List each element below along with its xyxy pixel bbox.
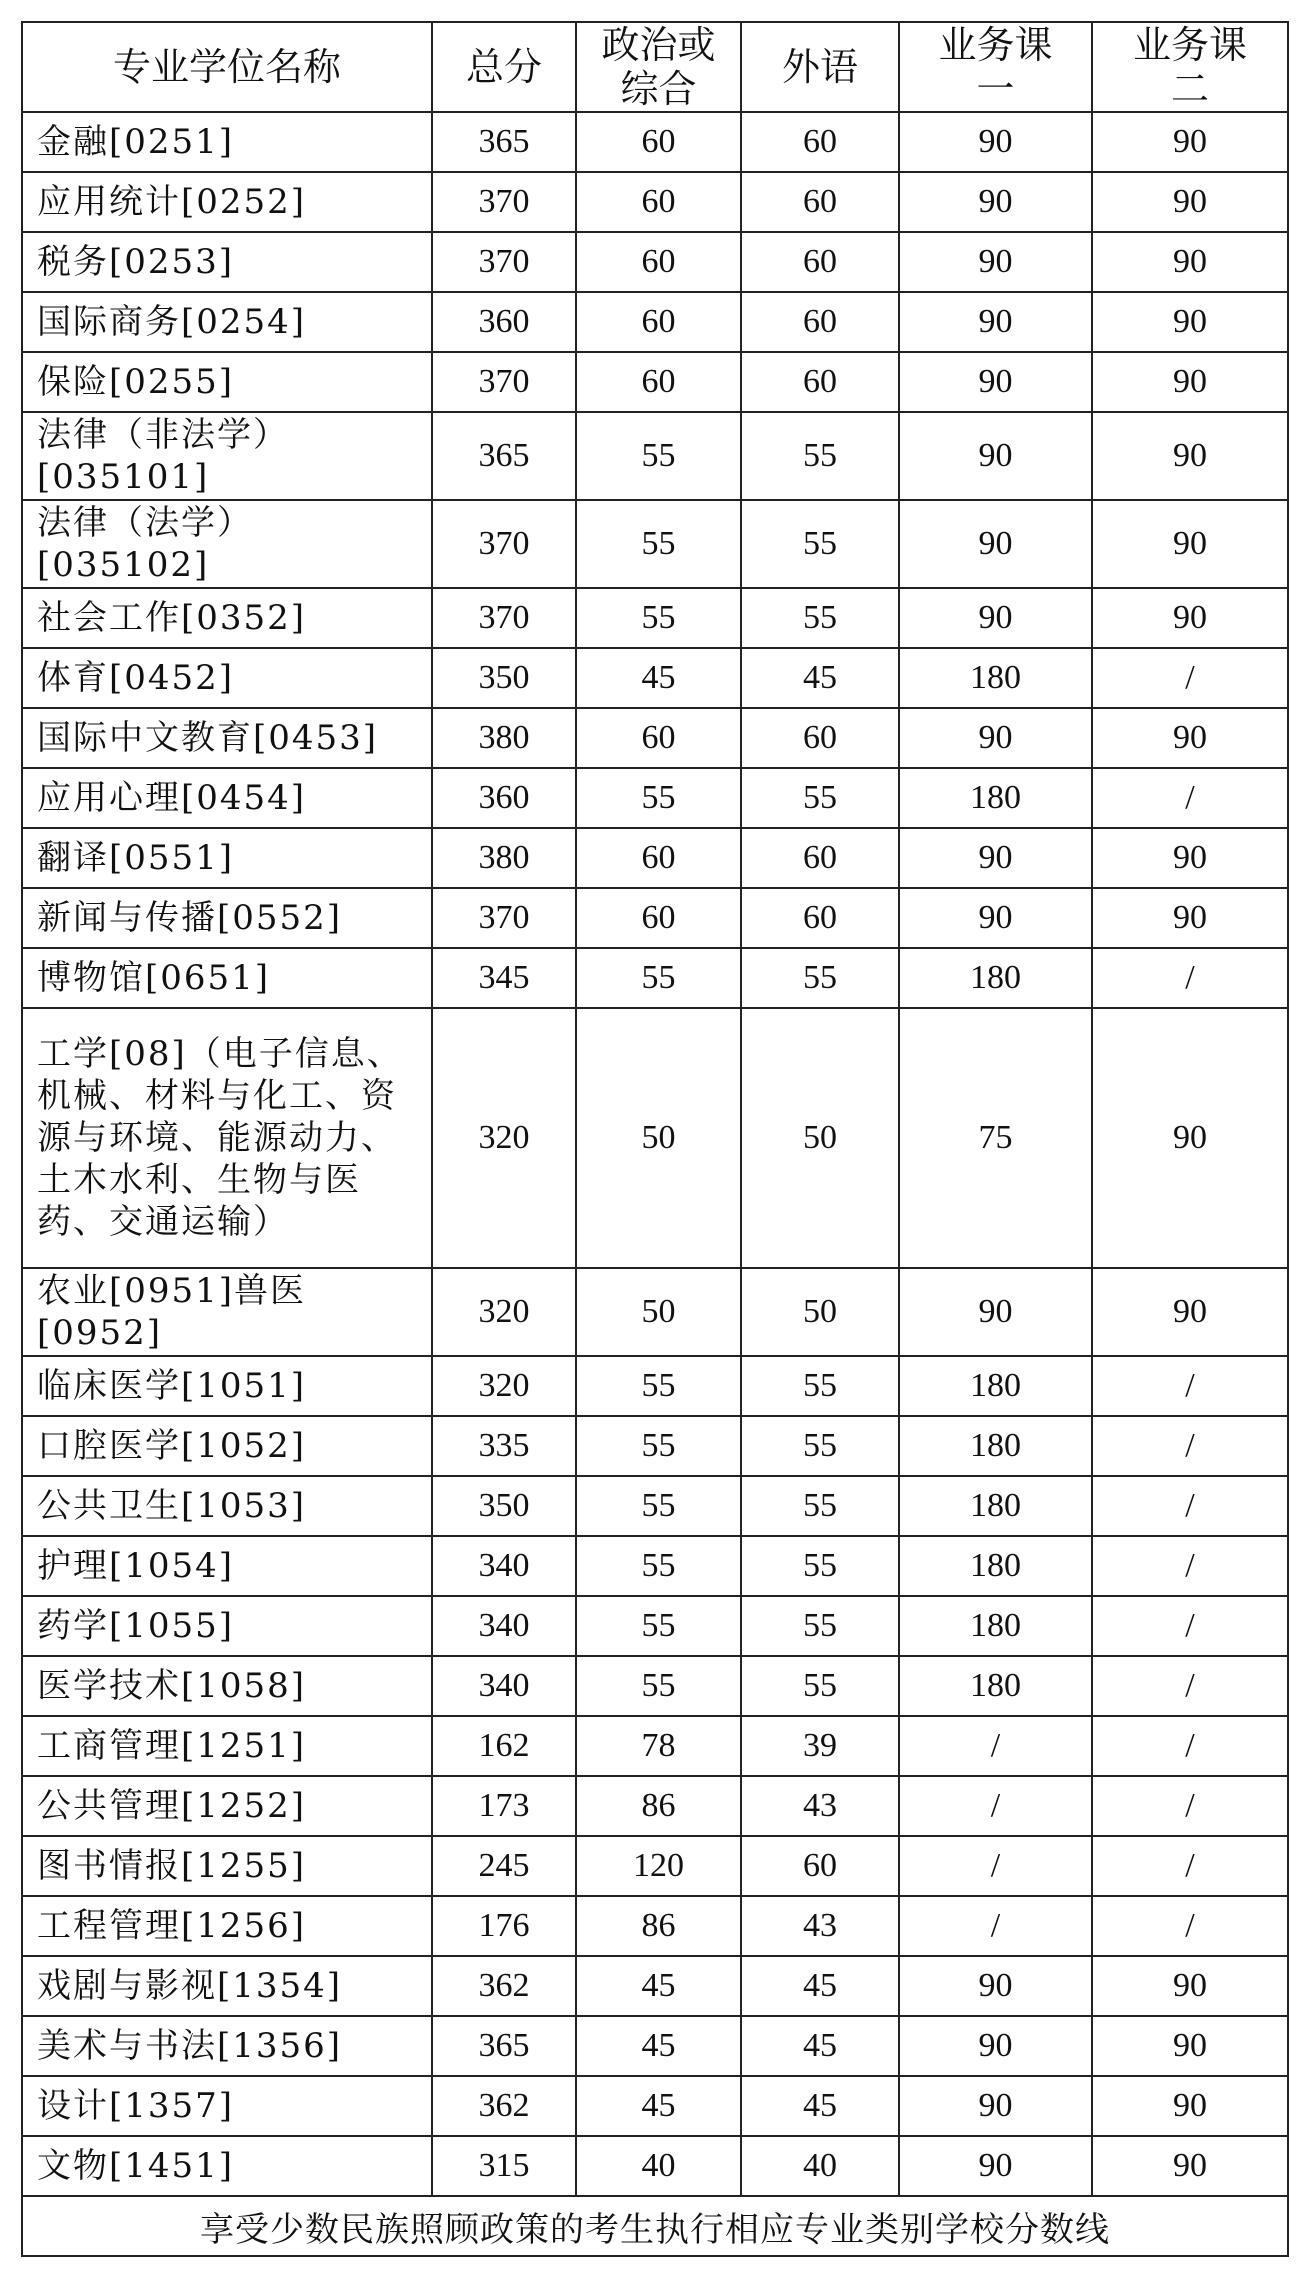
score-course1: 90: [899, 2016, 1092, 2076]
score-course2: /: [1092, 1656, 1288, 1716]
table-row: [22, 948, 1288, 1008]
score-total: 320: [432, 1356, 576, 1416]
degree-name: 护理[1054]: [22, 1536, 432, 1596]
table-row: [22, 1956, 1288, 2016]
score-foreign: 55: [741, 948, 899, 1008]
score-course2: 90: [1092, 588, 1288, 648]
score-course2: /: [1092, 1476, 1288, 1536]
table-row: [22, 500, 1288, 588]
table-row: [22, 888, 1288, 948]
score-course1: 180: [899, 1476, 1092, 1536]
table-row: [22, 1836, 1288, 1896]
score-course2: 90: [1092, 888, 1288, 948]
score-course2: 90: [1092, 2016, 1288, 2076]
degree-name: 工学[08]（电子信息、机械、材料与化工、资源与环境、能源动力、土木水利、生物与医药、交通运输）: [22, 1008, 432, 1268]
score-foreign: 55: [741, 588, 899, 648]
score-politics: 55: [576, 588, 741, 648]
score-total: 245: [432, 1836, 576, 1896]
score-course2: /: [1092, 1716, 1288, 1776]
score-course1: 90: [899, 1956, 1092, 2016]
score-course2: /: [1092, 1416, 1288, 1476]
score-total: 370: [432, 232, 576, 292]
header-politics: 政治或综合: [576, 22, 741, 112]
score-politics: 60: [576, 708, 741, 768]
degree-name: 翻译[0551]: [22, 828, 432, 888]
score-foreign: 45: [741, 2016, 899, 2076]
score-course2: 90: [1092, 1008, 1288, 1268]
table-row: [22, 1008, 1288, 1268]
score-politics: 55: [576, 768, 741, 828]
score-course1: /: [899, 1776, 1092, 1836]
score-foreign: 60: [741, 292, 899, 352]
score-course2: /: [1092, 1596, 1288, 1656]
score-politics: 55: [576, 1476, 741, 1536]
table-row: [22, 232, 1288, 292]
score-politics: 55: [576, 1356, 741, 1416]
table-row: [22, 2076, 1288, 2136]
score-course2: 90: [1092, 172, 1288, 232]
score-course2: /: [1092, 1776, 1288, 1836]
score-foreign: 55: [741, 1596, 899, 1656]
table-row: [22, 588, 1288, 648]
score-course2: /: [1092, 1836, 1288, 1896]
score-course1: 180: [899, 648, 1092, 708]
score-course1: 90: [899, 292, 1092, 352]
score-total: 365: [432, 112, 576, 172]
score-foreign: 55: [741, 1656, 899, 1716]
score-politics: 40: [576, 2136, 741, 2196]
degree-name: 口腔医学[1052]: [22, 1416, 432, 1476]
score-total: 370: [432, 172, 576, 232]
score-course1: 180: [899, 1416, 1092, 1476]
score-foreign: 55: [741, 768, 899, 828]
score-course1: 180: [899, 1656, 1092, 1716]
score-total: 350: [432, 1476, 576, 1536]
score-course2: /: [1092, 1536, 1288, 1596]
score-course1: 90: [899, 1268, 1092, 1356]
degree-name: 文物[1451]: [22, 2136, 432, 2196]
degree-name: 税务[0253]: [22, 232, 432, 292]
table-row: [22, 828, 1288, 888]
score-course2: 90: [1092, 500, 1288, 588]
score-total: 365: [432, 2016, 576, 2076]
table-row: [22, 1416, 1288, 1476]
degree-name: 药学[1055]: [22, 1596, 432, 1656]
score-total: 345: [432, 948, 576, 1008]
score-course2: /: [1092, 1356, 1288, 1416]
degree-name: 应用心理[0454]: [22, 768, 432, 828]
score-foreign: 55: [741, 1416, 899, 1476]
score-foreign: 45: [741, 1956, 899, 2016]
table-body: [22, 112, 1288, 2196]
table-row: [22, 352, 1288, 412]
score-politics: 50: [576, 1008, 741, 1268]
score-course2: 90: [1092, 1956, 1288, 2016]
score-total: 320: [432, 1008, 576, 1268]
score-total: 370: [432, 588, 576, 648]
score-course1: 90: [899, 172, 1092, 232]
header-course2: 业务课二: [1092, 22, 1288, 112]
table-row: [22, 1896, 1288, 1956]
degree-name: 新闻与传播[0552]: [22, 888, 432, 948]
score-politics: 60: [576, 172, 741, 232]
score-course1: 90: [899, 232, 1092, 292]
score-politics: 55: [576, 412, 741, 500]
score-foreign: 55: [741, 1476, 899, 1536]
score-course1: 90: [899, 352, 1092, 412]
table-row: [22, 1776, 1288, 1836]
score-table-container: [21, 21, 1287, 2257]
footnote: 享受少数民族照顾政策的考生执行相应专业类别学校分数线: [22, 2196, 1288, 2256]
score-course1: /: [899, 1896, 1092, 1956]
score-foreign: 60: [741, 352, 899, 412]
score-politics: 60: [576, 232, 741, 292]
score-course2: /: [1092, 648, 1288, 708]
score-foreign: 55: [741, 412, 899, 500]
score-course2: 90: [1092, 2136, 1288, 2196]
score-politics: 45: [576, 2016, 741, 2076]
table-row: [22, 172, 1288, 232]
score-total: 370: [432, 352, 576, 412]
footnote-row: [22, 2196, 1288, 2256]
score-total: 340: [432, 1596, 576, 1656]
score-course1: 180: [899, 1356, 1092, 1416]
table-row: [22, 412, 1288, 500]
score-foreign: 45: [741, 648, 899, 708]
score-course1: /: [899, 1836, 1092, 1896]
table-row: [22, 1656, 1288, 1716]
table-header-row: [22, 22, 1288, 112]
table-row: [22, 2016, 1288, 2076]
score-politics: 60: [576, 352, 741, 412]
score-politics: 45: [576, 1956, 741, 2016]
degree-name: 图书情报[1255]: [22, 1836, 432, 1896]
score-foreign: 50: [741, 1268, 899, 1356]
score-foreign: 60: [741, 172, 899, 232]
degree-name: 应用统计[0252]: [22, 172, 432, 232]
degree-name: 医学技术[1058]: [22, 1656, 432, 1716]
score-course1: 90: [899, 2076, 1092, 2136]
score-politics: 55: [576, 1596, 741, 1656]
degree-name: 临床医学[1051]: [22, 1356, 432, 1416]
score-total: 335: [432, 1416, 576, 1476]
header-total: 总分: [432, 22, 576, 112]
score-total: 176: [432, 1896, 576, 1956]
score-course1: 90: [899, 112, 1092, 172]
table-row: [22, 1356, 1288, 1416]
score-course1: 180: [899, 1596, 1092, 1656]
header-name: 专业学位名称: [22, 22, 432, 112]
score-foreign: 55: [741, 500, 899, 588]
score-foreign: 43: [741, 1896, 899, 1956]
degree-name: 法律（非法学）[035101]: [22, 412, 432, 500]
score-politics: 55: [576, 500, 741, 588]
degree-name: 保险[0255]: [22, 352, 432, 412]
score-course1: 90: [899, 888, 1092, 948]
score-politics: 60: [576, 828, 741, 888]
score-course2: 90: [1092, 708, 1288, 768]
score-foreign: 60: [741, 232, 899, 292]
degree-name: 体育[0452]: [22, 648, 432, 708]
score-politics: 55: [576, 1656, 741, 1716]
score-foreign: 60: [741, 888, 899, 948]
degree-name: 工程管理[1256]: [22, 1896, 432, 1956]
table-row: [22, 1536, 1288, 1596]
degree-name: 国际商务[0254]: [22, 292, 432, 352]
score-course1: 90: [899, 828, 1092, 888]
score-foreign: 55: [741, 1356, 899, 1416]
table-row: [22, 768, 1288, 828]
table-row: [22, 292, 1288, 352]
table-row: [22, 648, 1288, 708]
degree-name: 戏剧与影视[1354]: [22, 1956, 432, 2016]
score-course1: 90: [899, 708, 1092, 768]
score-politics: 55: [576, 1416, 741, 1476]
score-politics: 45: [576, 648, 741, 708]
table-row: [22, 2136, 1288, 2196]
score-politics: 60: [576, 112, 741, 172]
score-course2: 90: [1092, 2076, 1288, 2136]
score-course1: 75: [899, 1008, 1092, 1268]
table-row: [22, 112, 1288, 172]
score-total: 362: [432, 2076, 576, 2136]
score-total: 162: [432, 1716, 576, 1776]
score-foreign: 60: [741, 708, 899, 768]
score-course1: 90: [899, 500, 1092, 588]
score-foreign: 60: [741, 1836, 899, 1896]
score-course1: 180: [899, 1536, 1092, 1596]
score-foreign: 60: [741, 112, 899, 172]
score-foreign: 60: [741, 828, 899, 888]
degree-name: 博物馆[0651]: [22, 948, 432, 1008]
score-course1: 90: [899, 412, 1092, 500]
score-politics: 78: [576, 1716, 741, 1776]
score-course1: 90: [899, 588, 1092, 648]
score-total: 340: [432, 1656, 576, 1716]
score-total: 315: [432, 2136, 576, 2196]
score-course1: /: [899, 1716, 1092, 1776]
score-foreign: 39: [741, 1716, 899, 1776]
score-course2: 90: [1092, 292, 1288, 352]
score-foreign: 45: [741, 2076, 899, 2136]
degree-name: 设计[1357]: [22, 2076, 432, 2136]
score-total: 173: [432, 1776, 576, 1836]
score-total: 350: [432, 648, 576, 708]
score-foreign: 50: [741, 1008, 899, 1268]
score-politics: 55: [576, 1536, 741, 1596]
score-total: 340: [432, 1536, 576, 1596]
score-politics: 45: [576, 2076, 741, 2136]
score-course1: 90: [899, 2136, 1092, 2196]
score-politics: 55: [576, 948, 741, 1008]
degree-name: 公共管理[1252]: [22, 1776, 432, 1836]
score-course2: /: [1092, 768, 1288, 828]
score-course2: 90: [1092, 1268, 1288, 1356]
table-row: [22, 1268, 1288, 1356]
score-politics: 50: [576, 1268, 741, 1356]
score-foreign: 43: [741, 1776, 899, 1836]
degree-name: 社会工作[0352]: [22, 588, 432, 648]
header-course1: 业务课一: [899, 22, 1092, 112]
score-foreign: 40: [741, 2136, 899, 2196]
score-course2: /: [1092, 1896, 1288, 1956]
score-politics: 86: [576, 1896, 741, 1956]
degree-name: 法律（法学）[035102]: [22, 500, 432, 588]
score-total: 380: [432, 828, 576, 888]
table-row: [22, 708, 1288, 768]
score-politics: 60: [576, 292, 741, 352]
score-course2: 90: [1092, 412, 1288, 500]
score-course1: 180: [899, 948, 1092, 1008]
score-politics: 86: [576, 1776, 741, 1836]
header-foreign: 外语: [741, 22, 899, 112]
score-total: 360: [432, 292, 576, 352]
score-total: 370: [432, 500, 576, 588]
degree-name: 工商管理[1251]: [22, 1716, 432, 1776]
table-row: [22, 1596, 1288, 1656]
degree-name: 公共卫生[1053]: [22, 1476, 432, 1536]
table-row: [22, 1476, 1288, 1536]
degree-name: 美术与书法[1356]: [22, 2016, 432, 2076]
degree-name: 金融[0251]: [22, 112, 432, 172]
score-total: 362: [432, 1956, 576, 2016]
score-total: 360: [432, 768, 576, 828]
score-course2: 90: [1092, 112, 1288, 172]
score-course2: 90: [1092, 352, 1288, 412]
degree-name: 农业[0951]兽医[0952]: [22, 1268, 432, 1356]
score-table: [21, 21, 1289, 2257]
score-foreign: 55: [741, 1536, 899, 1596]
score-course2: 90: [1092, 828, 1288, 888]
score-course2: /: [1092, 948, 1288, 1008]
score-course1: 180: [899, 768, 1092, 828]
score-total: 320: [432, 1268, 576, 1356]
score-politics: 120: [576, 1836, 741, 1896]
score-politics: 60: [576, 888, 741, 948]
score-total: 370: [432, 888, 576, 948]
table-row: [22, 1716, 1288, 1776]
degree-name: 国际中文教育[0453]: [22, 708, 432, 768]
score-course2: 90: [1092, 232, 1288, 292]
score-total: 380: [432, 708, 576, 768]
score-total: 365: [432, 412, 576, 500]
